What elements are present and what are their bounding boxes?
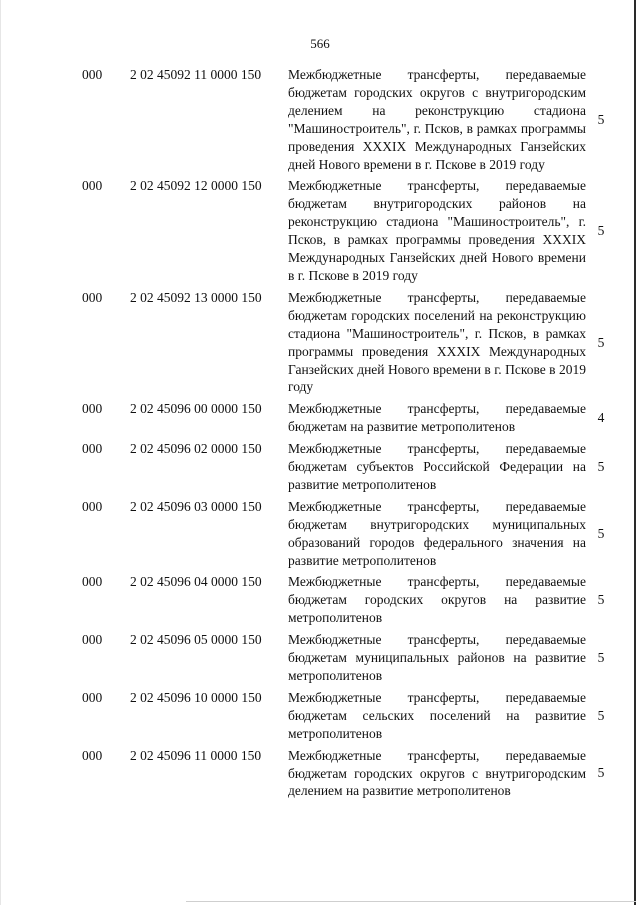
kbk-code: 2 02 45096 02 0000 150	[130, 441, 262, 457]
level-value: 5	[597, 111, 605, 127]
level-value: 5	[597, 707, 605, 723]
kbk-code: 2 02 45096 00 0000 150	[130, 401, 262, 417]
admin-code: 000	[82, 401, 103, 417]
level-value: 5	[597, 765, 605, 781]
kbk-code: 2 02 45096 03 0000 150	[130, 498, 262, 514]
row-description: Межбюджетные трансферты, передаваемые бюджетам городских поселений на реконструкцию стадиона "Машиностроитель", г. Псков, в рамках программы проведения XXXIX Международных Ганзейских дней Нового времени в г. Пскове в 2019 году	[288, 289, 586, 395]
row-description: Межбюджетные трансферты, передаваемые бюджетам городских округов на развитие метрополитенов	[288, 574, 586, 626]
admin-code: 000	[82, 178, 103, 194]
row-description: Межбюджетные трансферты, передаваемые бюджетам внутригородских муниципальных образований городов федерального значения на развитие метрополитенов	[288, 498, 586, 568]
kbk-code: 2 02 45092 12 0000 150	[130, 178, 262, 194]
admin-code: 000	[82, 67, 103, 82]
page-number: 566	[310, 36, 330, 51]
table-row	[0, 400, 640, 436]
admin-code: 000	[82, 498, 103, 514]
table-row	[0, 689, 640, 743]
admin-code: 000	[82, 574, 103, 590]
table-row	[0, 440, 640, 494]
level-value: 4	[597, 410, 605, 426]
table-row	[0, 66, 640, 173]
table-row	[0, 177, 640, 284]
table-row	[0, 498, 640, 570]
kbk-code: 2 02 45096 05 0000 150	[130, 632, 262, 648]
table-row	[0, 631, 640, 685]
table-row	[0, 573, 640, 627]
table-row	[0, 289, 640, 396]
kbk-code: 2 02 45092 11 0000 150	[130, 67, 262, 82]
level-value: 5	[597, 650, 605, 666]
row-description: Межбюджетные трансферты, передаваемые бюджетам городских округов с внутригородским делением на реконструкцию стадиона "Машиностроитель", г. Псков, в рамках программы проведения XXXIX Международных Ганзейских дней Нового времени в г. Пскове в 2019 году	[288, 67, 586, 172]
kbk-code: 2 02 45092 13 0000 150	[130, 289, 262, 305]
kbk-code: 2 02 45096 11 0000 150	[130, 747, 262, 763]
level-value: 5	[597, 592, 605, 608]
kbk-code: 2 02 45096 04 0000 150	[130, 574, 262, 590]
admin-code: 000	[82, 689, 103, 705]
row-description: Межбюджетные трансферты, передаваемые бюджетам городских округов с внутригородским делением на развитие метрополитенов	[288, 747, 586, 799]
kbk-code: 2 02 45096 10 0000 150	[130, 689, 262, 705]
table-row	[0, 747, 640, 801]
row-description: Межбюджетные трансферты, передаваемые бюджетам внутригородских районов на реконструкцию стадиона "Машиностроитель", г. Псков, в рамках программы проведения XXXIX Международных Ганзейских дней Нового времени в г. Пскове в 2019 году	[288, 178, 586, 283]
row-description: Межбюджетные трансферты, передаваемые бюджетам на развитие метрополитенов	[288, 401, 586, 435]
budget-classification-table	[0, 66, 640, 804]
level-value: 5	[597, 525, 605, 541]
row-description: Межбюджетные трансферты, передаваемые бюджетам субъектов Российской Федерации на развитие метрополитенов	[288, 441, 586, 492]
scan-bottom-edge	[186, 901, 636, 902]
level-value: 5	[597, 458, 605, 474]
admin-code: 000	[82, 289, 103, 305]
row-description: Межбюджетные трансферты, передаваемые бюджетам сельских поселений на развитие метрополитенов	[288, 689, 586, 741]
admin-code: 000	[82, 632, 103, 648]
level-value: 5	[597, 223, 605, 239]
level-value: 5	[597, 334, 605, 350]
admin-code: 000	[82, 441, 103, 457]
admin-code: 000	[82, 747, 103, 763]
row-description: Межбюджетные трансферты, передаваемые бюджетам муниципальных районов на развитие метрополитенов	[288, 632, 586, 683]
